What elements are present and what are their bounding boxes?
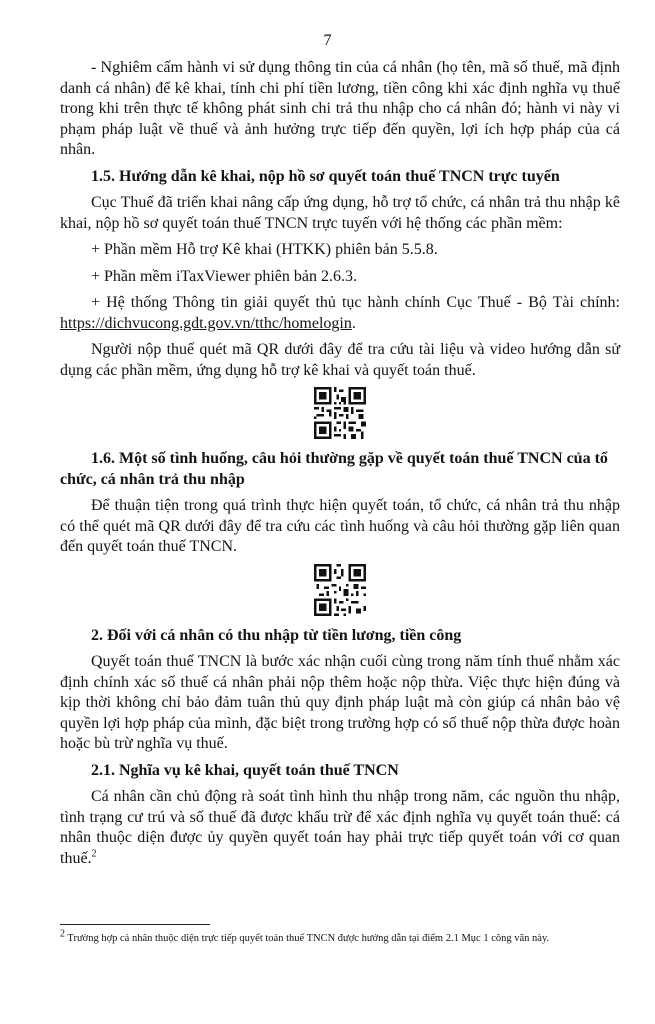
paragraph-privacy: - Nghiêm cấm hành vi sử dụng thông tin của cá nhân (họ tên, mã số thuế, mã định danh cá nhân) để kê khai, tính chi phí tiền lương, tiền công khi xác định nghĩa vụ thuế trong khi trên thực tế không phát sinh chi trả thu nhập cho cá nhân đó; hành vi này vi phạm pháp luật về thuế và ảnh hưởng trực tiếp đến quyền, lợi ích hợp pháp của cá nhân. (60, 59, 620, 158)
qr-code-icon (314, 564, 366, 616)
heading-2-1: 2.1. Nghĩa vụ kê khai, quyết toán thuế TNCN (91, 761, 399, 779)
portal-label: + Hệ thống Thông tin giải quyết thủ tục hành chính Cục Thuế - Bộ Tài chính: (91, 294, 620, 311)
list-item-itaxviewer: + Phần mềm iTaxViewer phiên bản 2.6.3. (91, 267, 357, 285)
portal-link[interactable]: https://dichvucong.gdt.gov.vn/tthc/homelogin (60, 314, 352, 332)
paragraph-2-1-text: Cá nhân cần chủ động rà soát tình hình thu nhập trong năm, các nguồn thu nhập, tình trạng cư trú và số thuế đã được khấu trừ để xác định nghĩa vụ quyết toán thuế: cá nhân thuộc diện được ủy quyền quyết toán hay phải trực tiếp quyết toán với cơ quan thuế. (60, 788, 620, 867)
footnote (60, 928, 620, 946)
paragraph-1-5-intro: Cục Thuế đã triển khai nâng cấp ứng dụng, hỗ trợ tổ chức, cá nhân trả thu nhập kê khai, nộp hồ sơ quyết toán thuế TNCN trực tuyến với hệ thống các phần mềm: (60, 194, 620, 232)
page-number: 7 (323, 32, 332, 49)
paragraph-qr-note: Người nộp thuế quét mã QR dưới đây để tra cứu tài liệu và video hướng dẫn sử dụng các phần mềm, ứng dụng hỗ trợ kê khai và quyết toán thuế. (60, 341, 620, 379)
footnote-divider (60, 924, 210, 925)
footnote-text: Trường hợp cá nhân thuộc diện trực tiếp quyết toán thuế TNCN được hướng dẫn tại điểm 2.1 Mục 1 công văn này. (65, 933, 550, 944)
paragraph-2: Quyết toán thuế TNCN là bước xác nhận cuối cùng trong năm tính thuế nhằm xác định chính xác số thuế cá nhân phải nộp thêm hoặc nộp thừa. Việc thực hiện đúng và kịp thời không chỉ bảo đảm tuân thủ quy định pháp luật mà còn giúp cá nhân bảo vệ quyền lợi hợp pháp của mình, đặc biệt trong trường hợp có số thuế nộp thừa được hoàn hoặc bù trừ nghĩa vụ thuế. (60, 653, 620, 752)
page-content (60, 58, 620, 875)
qr-code-icon (314, 387, 366, 439)
heading-2: 2. Đối với cá nhân có thu nhập từ tiền lương, tiền công (91, 626, 462, 644)
footnote-mark: 2 (60, 928, 65, 940)
footnote-reference[interactable]: 2 (91, 848, 97, 860)
heading-1-5: 1.5. Hướng dẫn kê khai, nộp hồ sơ quyết toán thuế TNCN trực tuyến (91, 167, 560, 185)
list-item-htkk: + Phần mềm Hỗ trợ Kê khai (HTKK) phiên bản 5.5.8. (91, 241, 438, 258)
portal-link-tail: . (351, 314, 356, 332)
paragraph-2-1 (60, 787, 620, 869)
paragraph-1-6: Để thuận tiện trong quá trình thực hiện quyết toán, tổ chức, cá nhân trả thu nhập có thể quét mã QR dưới đây để tra cứu các tình huống và câu hỏi thường gặp liên quan đến quyết toán thuế TNCN. (60, 497, 620, 555)
list-item-portal (60, 293, 620, 334)
heading-1-6: 1.6. Một số tình huống, câu hỏi thường gặp về quyết toán thuế TNCN của tổ chức, cá nhân trả thu nhập (60, 450, 608, 488)
